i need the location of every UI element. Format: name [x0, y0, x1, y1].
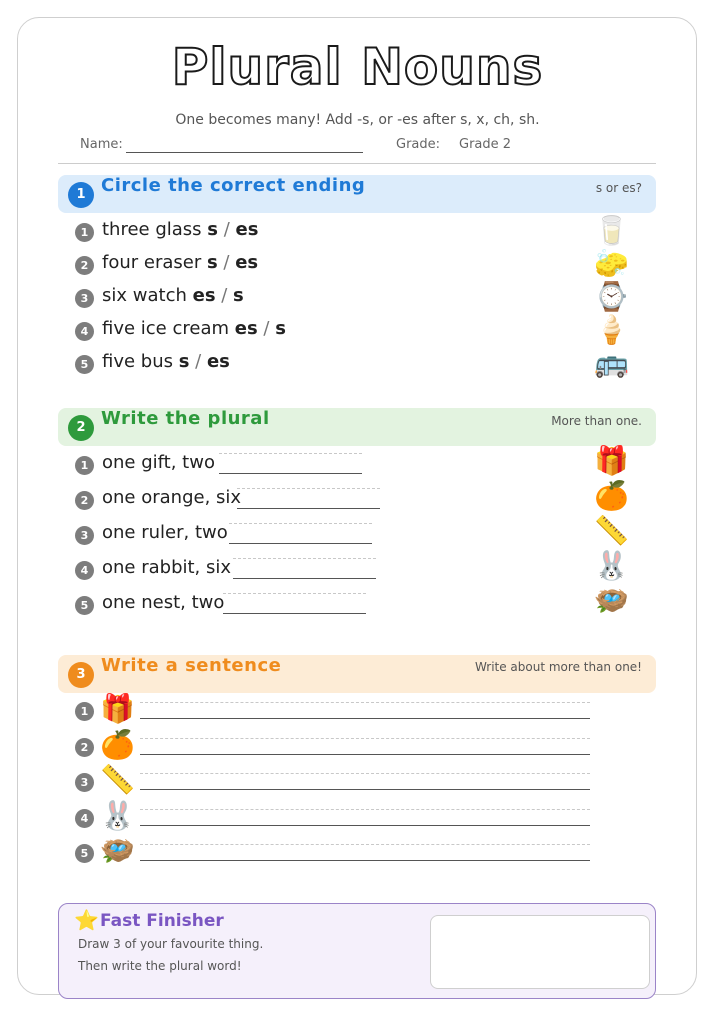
grade-value: Grade 2 [459, 137, 512, 152]
section-2-note: More than one. [551, 414, 642, 428]
rabbit-icon: 🐰 [100, 798, 135, 832]
section-1-heading: Circle the correct ending [101, 175, 366, 196]
answer-line[interactable] [233, 578, 376, 579]
section-3-note: Write about more than one! [474, 660, 642, 674]
guide-line [219, 453, 362, 454]
choice-option[interactable]: es [235, 219, 259, 240]
circle-item [102, 219, 258, 240]
item-number: 5 [75, 844, 94, 863]
fast-finisher-line-2: Then write the plural word! [78, 959, 242, 973]
circle-item [102, 252, 258, 273]
ruler-icon: 📏 [594, 514, 629, 547]
section-1-badge: 1 [68, 182, 94, 208]
ruler-icon: 📏 [100, 763, 135, 796]
choice-option[interactable]: es [192, 285, 216, 306]
orange-icon: 🍊 [594, 479, 629, 512]
choice-slash: / [218, 219, 236, 240]
answer-line[interactable] [229, 543, 372, 544]
item-number: 3 [75, 289, 94, 308]
choice-option[interactable]: s [206, 252, 218, 273]
item-number: 2 [75, 738, 94, 757]
item-number: 5 [75, 355, 94, 374]
fast-finisher-line-1: Draw 3 of your favourite thing. [78, 937, 264, 951]
sentence-line[interactable] [140, 754, 590, 755]
section-1-note: s or es? [595, 181, 642, 195]
choice-option[interactable]: es [234, 318, 258, 339]
choice-option[interactable]: s [233, 285, 244, 306]
item-number: 5 [75, 596, 94, 615]
guide-line [140, 844, 590, 845]
watch-icon: ⌚ [594, 280, 629, 313]
item-text: six watch [102, 285, 187, 306]
ice-cream-icon: 🍦 [594, 313, 629, 346]
guide-line [229, 523, 372, 524]
sentence-line[interactable] [140, 789, 590, 790]
guide-line [140, 738, 590, 739]
item-text: three glass [102, 219, 202, 240]
item-number: 4 [75, 322, 94, 341]
item-text: four eraser [102, 252, 202, 273]
choice-option[interactable]: es [206, 351, 230, 372]
item-number: 1 [75, 702, 94, 721]
page-subtitle: One becomes many! Add -s, or -es after s, x, ch, sh. [175, 112, 540, 128]
answer-line[interactable] [223, 613, 366, 614]
answer-line[interactable] [219, 473, 362, 474]
choice-slash: / [217, 252, 236, 273]
item-number: 4 [75, 561, 94, 580]
choice-slash: / [257, 318, 276, 339]
name-label: Name: [80, 137, 123, 152]
circle-item [102, 285, 244, 306]
fast-finisher-heading: Fast Finisher [100, 911, 224, 931]
guide-line [140, 809, 590, 810]
choice-slash: / [189, 351, 207, 372]
section-3-heading: Write a sentence [101, 655, 282, 676]
page-title: Plural Nouns [171, 38, 544, 96]
sentence-line[interactable] [140, 718, 590, 719]
guide-line [237, 488, 380, 489]
guide-line [140, 702, 590, 703]
glass-of-milk-icon: 🥛 [594, 214, 629, 247]
choice-option[interactable]: s [178, 351, 190, 372]
plural-prompt: one ruler, two [102, 522, 228, 543]
gift-icon: 🎁 [594, 444, 629, 477]
section-2-badge: 2 [68, 415, 94, 441]
rabbit-icon: 🐰 [594, 549, 629, 582]
circle-item [102, 351, 230, 372]
guide-line [140, 773, 590, 774]
item-number: 4 [75, 809, 94, 828]
header-divider [58, 163, 656, 164]
nest-icon: 🪺 [594, 584, 629, 617]
circle-item [102, 318, 286, 339]
choice-slash: / [215, 285, 234, 306]
item-number: 1 [75, 223, 94, 242]
item-number: 3 [75, 773, 94, 792]
plural-prompt: one rabbit, six [102, 557, 232, 578]
plural-prompt: one orange, six [102, 487, 242, 508]
plural-prompt: one nest, two [102, 592, 225, 613]
item-number: 2 [75, 491, 94, 510]
item-number: 2 [75, 256, 94, 275]
sponge-icon: 🧽 [594, 247, 629, 280]
item-text: five ice cream [102, 318, 230, 339]
guide-line [233, 558, 376, 559]
guide-line [223, 593, 366, 594]
item-number: 3 [75, 526, 94, 545]
bus-icon: 🚌 [594, 346, 629, 379]
item-text: five bus [102, 351, 173, 372]
orange-icon: 🍊 [100, 727, 135, 761]
choice-option[interactable]: es [235, 252, 259, 273]
plural-prompt: one gift, two [102, 452, 215, 473]
choice-option[interactable]: s [275, 318, 286, 339]
choice-option[interactable]: s [207, 219, 219, 240]
grade-label: Grade: [396, 137, 441, 152]
drawing-box[interactable] [430, 915, 650, 989]
name-field[interactable] [126, 152, 363, 153]
sentence-line[interactable] [140, 825, 590, 826]
sentence-line[interactable] [140, 860, 590, 861]
section-2-heading: Write the plural [101, 408, 270, 429]
answer-line[interactable] [237, 508, 380, 509]
star-icon: ⭐ [74, 908, 99, 932]
nest-icon: 🪺 [100, 834, 135, 867]
item-number: 1 [75, 456, 94, 475]
section-3-badge: 3 [68, 662, 94, 688]
gift-icon: 🎁 [100, 692, 135, 725]
